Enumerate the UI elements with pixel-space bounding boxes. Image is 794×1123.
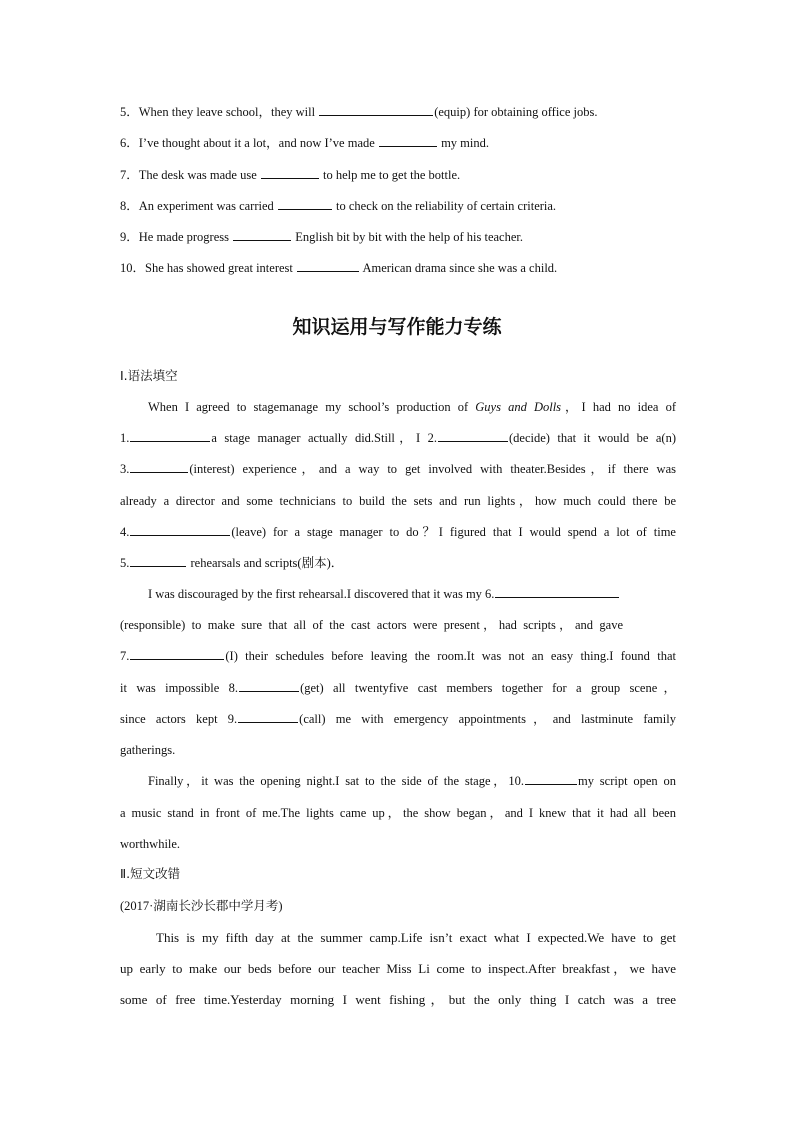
passage-line: 5. rehearsals and scripts(剧本)． [120,556,344,570]
exercise-item-6: 6．I’ve thought about it a lot，and now I’ve made my mind. [120,136,489,150]
passage-line: When I agreed to stagemanage my school’s production of Guys and Dolls，I had no idea of [148,400,676,414]
passage-line: already a director and some technicians to build the sets and run lights，how much could there be [120,494,676,508]
passage-line: some of free time.Yesterday morning I went fishing，but the only thing I catch was a tree [120,992,676,1007]
answer-blank-4[interactable] [130,524,230,536]
section-heading-grammar: Ⅰ.语法填空 [120,368,178,383]
passage-line: Finally，it was the opening night.I sat to the side of the stage，10. my script open on [148,774,676,788]
answer-blank-3[interactable] [130,461,188,473]
section-title: 知识运用与写作能力专练 [292,316,502,338]
exercise-item-9: 9．He made progress English bit by bit with the help of his teacher. [120,230,523,244]
section-heading-correction: Ⅱ.短文改错 [120,866,181,881]
answer-blank[interactable] [278,198,332,210]
answer-blank[interactable] [297,260,359,272]
passage-line: gatherings. [120,743,176,757]
answer-blank-6[interactable] [495,586,619,598]
exercise-item-5: 5．When they leave school，they will (equip) for obtaining office jobs. [120,105,598,119]
passage-line: since actors kept 9. (call) me with emergency appointments，and lastminute family [120,712,676,726]
passage-line: (responsible) to make sure that all of the cast actors were present，had scripts，and gave [120,618,623,632]
exercise-item-7: 7．The desk was made use to help me to get the bottle. [120,168,461,182]
answer-blank[interactable] [261,167,319,179]
answer-blank-8[interactable] [239,680,299,692]
passage-line: up early to make our beds before our teacher Miss Li come to inspect.After breakfast，we have [120,961,676,976]
answer-blank[interactable] [233,229,291,241]
answer-blank[interactable] [379,135,437,147]
passage-line: This is my fifth day at the summer camp.Life isn’t exact what I expected.We have to get [156,930,676,945]
passage-line: I was discouraged by the first rehearsal.I discovered that it was my 6. [148,586,676,602]
passage-line: 4. (leave) for a stage manager to do？I figured that I would spend a lot of time [120,525,676,539]
exercise-item-10: 10．She has showed great interest American drama since she was a child. [120,261,558,275]
passage-line: 3. (interest) experience，and a way to get involved with theater.Besides，if there was [120,462,676,476]
answer-blank-7[interactable] [130,648,224,660]
answer-blank-10[interactable] [525,773,577,785]
source-note: (2017·湖南长沙长郡中学月考) [120,899,283,913]
passage-line: 1. a stage manager actually did.Still，I 2. (decide) that it would be a(n) [120,431,676,445]
answer-blank-2[interactable] [438,430,508,442]
passage-line: it was impossible 8. (get) all twentyfive cast members together for a group scene， [120,681,676,695]
passage-line: 7. (I) their schedules before leaving the room.It was not an easy thing.I found that [120,649,676,663]
answer-blank[interactable] [319,104,433,116]
answer-blank-5[interactable] [130,555,186,567]
answer-blank-9[interactable] [238,711,298,723]
answer-blank-1[interactable] [130,430,210,442]
exercise-item-8: 8．An experiment was carried to check on the reliability of certain criteria. [120,199,557,213]
passage-line: a music stand in front of me.The lights came up，the show began，and I knew that it had all been [120,806,676,820]
passage-line: worthwhile. [120,837,181,851]
